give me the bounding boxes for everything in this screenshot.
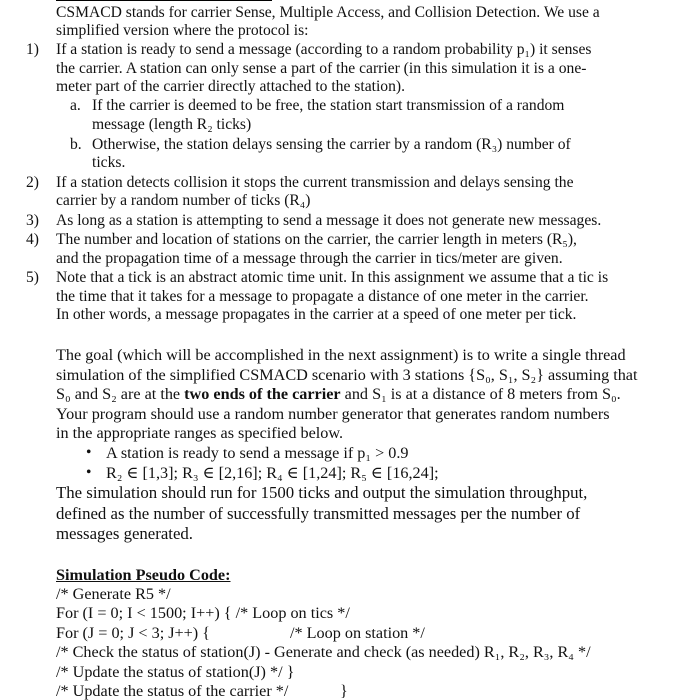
bullet-item: R₂ ∈ [1,3]; R₃ ∈ [2,16]; R₄ ∈ [1,24]; R₅ ∈ [16,24]; [106, 464, 439, 482]
pseudo-line: /* Generate R5 */ [56, 585, 171, 603]
pseudo-line: /* Update the status of the carrier */ [56, 682, 289, 700]
intro-line: simplified version where the protocol is: [56, 22, 309, 39]
conclusion-line: The simulation should run for 1500 ticks and output the simulation throughput, [56, 483, 588, 502]
goal-line-with-bold: S₀ and S₂ are at the two ends of the carrier and S₁ is at a distance of 8 meters from S₀. [56, 385, 621, 403]
goal-line: The goal (which will be accomplished in the next assignment) is to write a single thread [56, 346, 626, 364]
list-item-line: If a station is ready to send a message (according to a random probability p₁) it senses [56, 41, 592, 58]
pseudo-line: /* Check the status of station(J) - Generate and check (as needed) R₁, R₂, R₃, R₄ */ [56, 643, 591, 661]
pseudo-line: /* Loop on station */ [290, 624, 425, 642]
list-item-line: the time that it takes for a message to propagate a distance of one meter in the carrier. [56, 288, 589, 305]
list-item-line: meter part of the carrier directly attached to the station). [56, 78, 405, 95]
sublist-item-line: If the carrier is deemed to be free, the station start transmission of a random [92, 97, 565, 114]
sublist-item-line: message (length R₂ ticks) [92, 116, 252, 133]
conclusion-line: defined as the number of successfully transmitted messages per the number of [56, 504, 581, 523]
list-item-line: As long as a station is attempting to send a message it does not generate new messages. [56, 212, 602, 229]
list-number: 1) [26, 41, 39, 58]
sublist-item-line: ticks. [92, 154, 126, 171]
sublist-item-line: Otherwise, the station delays sensing the carrier by a random (R₃) number of [92, 136, 571, 153]
list-number: 4) [26, 231, 39, 248]
bullet-dot: • [86, 464, 92, 481]
list-number: 2) [26, 174, 39, 191]
pseudo-line: /* Update the status of station(J) */ } [56, 663, 295, 681]
top-rule [56, 0, 272, 1]
list-number: 5) [26, 269, 39, 286]
list-item-line: In other words, a message propagates in the carrier at a speed of one meter per tick. [56, 306, 577, 323]
pseudo-line: For (J = 0; J < 3; J++) { [56, 624, 211, 642]
goal-line: simulation of the simplified CSMACD scenario with 3 stations {S₀, S₁, S₂} assuming that [56, 366, 638, 384]
list-item-line: The number and location of stations on the carrier, the carrier length in meters (R₅), [56, 231, 577, 248]
goal-line: Your program should use a random number generator that generates random numbers [56, 405, 610, 423]
list-item-line: If a station detects collision it stops the current transmission and delays sensing the [56, 174, 574, 191]
pseudo-title: Simulation Pseudo Code: [56, 566, 231, 584]
bullet-item: A station is ready to send a message if p₁ > 0.9 [106, 444, 409, 462]
bullet-dot: • [86, 444, 92, 461]
list-number: 3) [26, 212, 39, 229]
list-item-line: and the propagation time of a message through the carrier in tics/meter are given. [56, 250, 563, 267]
list-item-line: the carrier. A station can only sense a part of the carrier (in this simulation it is a one- [56, 60, 587, 77]
pseudo-line: For (I = 0; I < 1500; I++) { /* Loop on tics */ [56, 604, 350, 622]
sublist-letter: a. [70, 97, 81, 114]
conclusion-line: messages generated. [56, 524, 193, 543]
list-item-line: Note that a tick is an abstract atomic time unit. In this assignment we assume that a tic is [56, 269, 609, 286]
list-item-line: carrier by a random number of ticks (R₄) [56, 192, 311, 209]
intro-line: CSMACD stands for carrier Sense, Multiple Access, and Collision Detection. We use a [56, 4, 600, 21]
pseudo-line: } [340, 682, 348, 700]
goal-line: in the appropriate ranges as specified below. [56, 424, 344, 442]
sublist-letter: b. [70, 136, 82, 153]
